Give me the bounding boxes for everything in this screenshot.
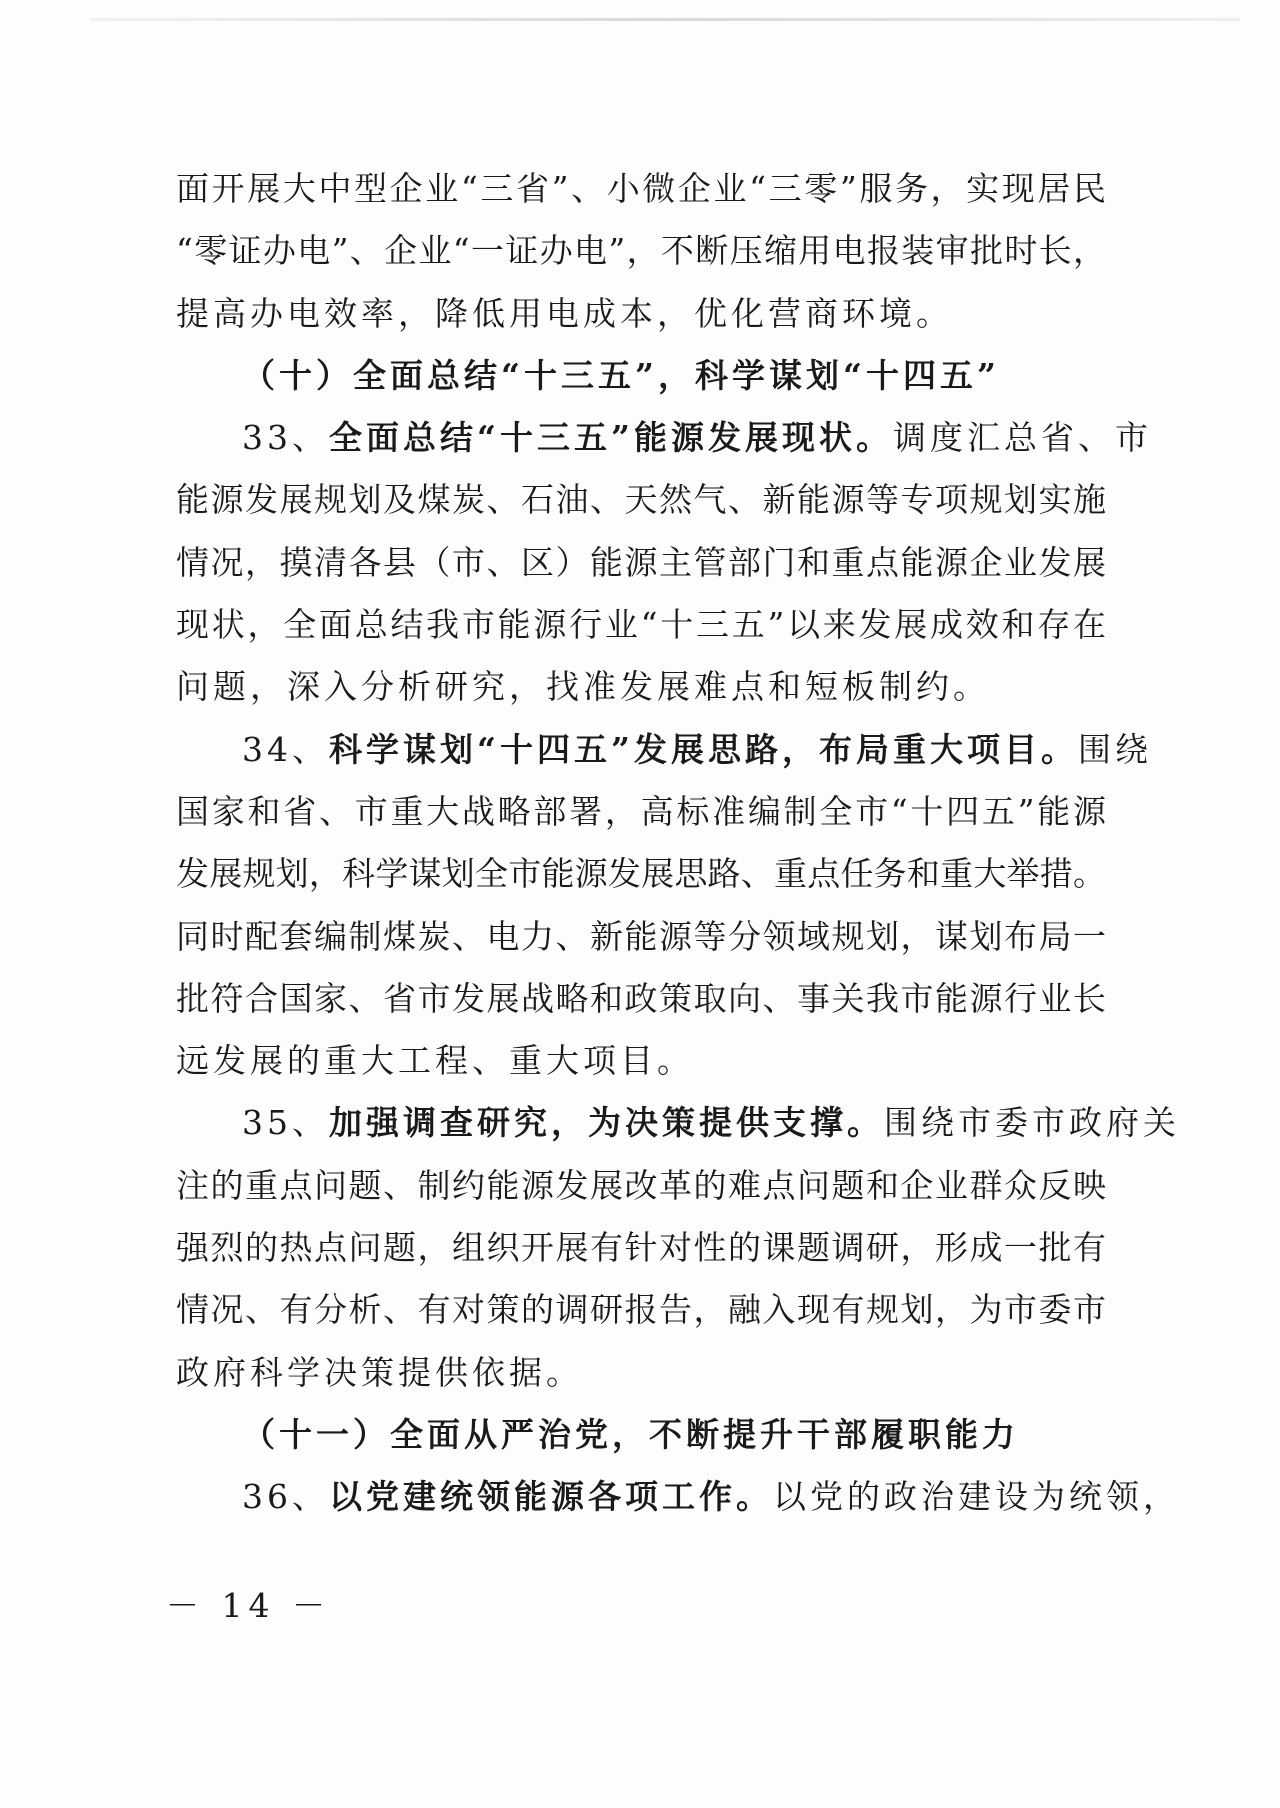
body-line (176, 1279, 1106, 1341)
scan-edge-line (90, 18, 1240, 21)
item-text: 围绕市委市政府关 (884, 1103, 1180, 1143)
section-heading-text: （十）全面总结“十三五”，科学谋划“十四五” (242, 355, 1000, 395)
line-text: 强烈的热点问题，组织开展有针对性的课题调研，形成一批有 (176, 1228, 1106, 1268)
body-line (176, 532, 1106, 594)
body-line (176, 220, 1106, 282)
item-title: 全面总结“十三五”能源发展现状。 (329, 418, 893, 458)
body-line (176, 1030, 1106, 1092)
item-text: 调度汇总省、市 (892, 418, 1152, 458)
body-line (176, 1217, 1106, 1279)
item-34-line (176, 719, 1152, 781)
body-line (176, 158, 1106, 220)
line-text: 同时配套编制煤炭、电力、新能源等分领域规划，谋划布局一 (176, 916, 1106, 956)
section-heading-text: （十一）全面从严治党，不断提升干部履职能力 (242, 1414, 1019, 1454)
line-text: 情况，摸清各县（市、区）能源主管部门和重点能源企业发展 (176, 542, 1106, 582)
item-number: 33、 (242, 418, 329, 458)
line-text: 发展规划，科学谋划全市能源发展思路、重点任务和重大举措。 (176, 854, 1106, 894)
item-title: 以党建统领能源各项工作。 (329, 1477, 773, 1517)
line-text: 政府科学决策提供依据。 (176, 1352, 583, 1392)
line-text: 远发展的重大工程、重大项目。 (176, 1041, 694, 1081)
line-text: 问题，深入分析研究，找准发展难点和短板制约。 (176, 667, 990, 707)
item-33-line (176, 407, 1152, 469)
body-line (176, 656, 1106, 718)
section-heading (176, 345, 1106, 407)
body-line (176, 968, 1106, 1030)
section-heading (176, 1404, 1106, 1466)
line-text: 现状，全面总结我市能源行业“十三五”以来发展成效和存在 (176, 605, 1106, 645)
document-body (176, 158, 1180, 1529)
body-line (176, 1155, 1106, 1217)
line-text: 面开展大中型企业“三省”、小微企业“三零”服务，实现居民 (176, 169, 1106, 208)
item-number: 35、 (242, 1103, 329, 1143)
body-line (176, 906, 1106, 968)
body-line (176, 469, 1106, 531)
item-title: 加强调查研究，为决策提供支撑。 (329, 1103, 884, 1143)
line-text: 情况、有分析、有对策的调研报告，融入现有规划，为市委市 (176, 1290, 1106, 1330)
item-text: 围绕 (1077, 729, 1152, 769)
body-line (176, 283, 1106, 345)
line-text: 注的重点问题、制约能源发展改革的难点问题和企业群众反映 (176, 1165, 1106, 1205)
page-number: － 14 － (166, 1586, 331, 1625)
body-line (176, 594, 1106, 656)
item-35-line (176, 1092, 1180, 1154)
line-text: 提高办电效率，降低用电成本，优化营商环境。 (176, 293, 953, 333)
line-text: 能源发展规划及煤炭、石油、天然气、新能源等专项规划实施 (176, 480, 1106, 520)
item-number: 34、 (242, 729, 329, 769)
item-title: 科学谋划“十四五”发展思路，布局重大项目。 (329, 729, 1078, 769)
line-text: 国家和省、市重大战略部署，高标准编制全市“十四五”能源 (176, 791, 1106, 831)
line-text: “零证办电”、企业“一证办电”，不断压缩用电报装审批时长， (176, 231, 1106, 271)
item-text: 以党的政治建设为统领， (773, 1477, 1180, 1517)
body-line (176, 781, 1106, 843)
item-number: 36、 (242, 1477, 329, 1517)
item-36-line (176, 1466, 1180, 1528)
line-text: 批符合国家、省市发展战略和政策取向、事关我市能源行业长 (176, 978, 1106, 1018)
body-line (176, 843, 1106, 905)
body-line (176, 1342, 1106, 1404)
